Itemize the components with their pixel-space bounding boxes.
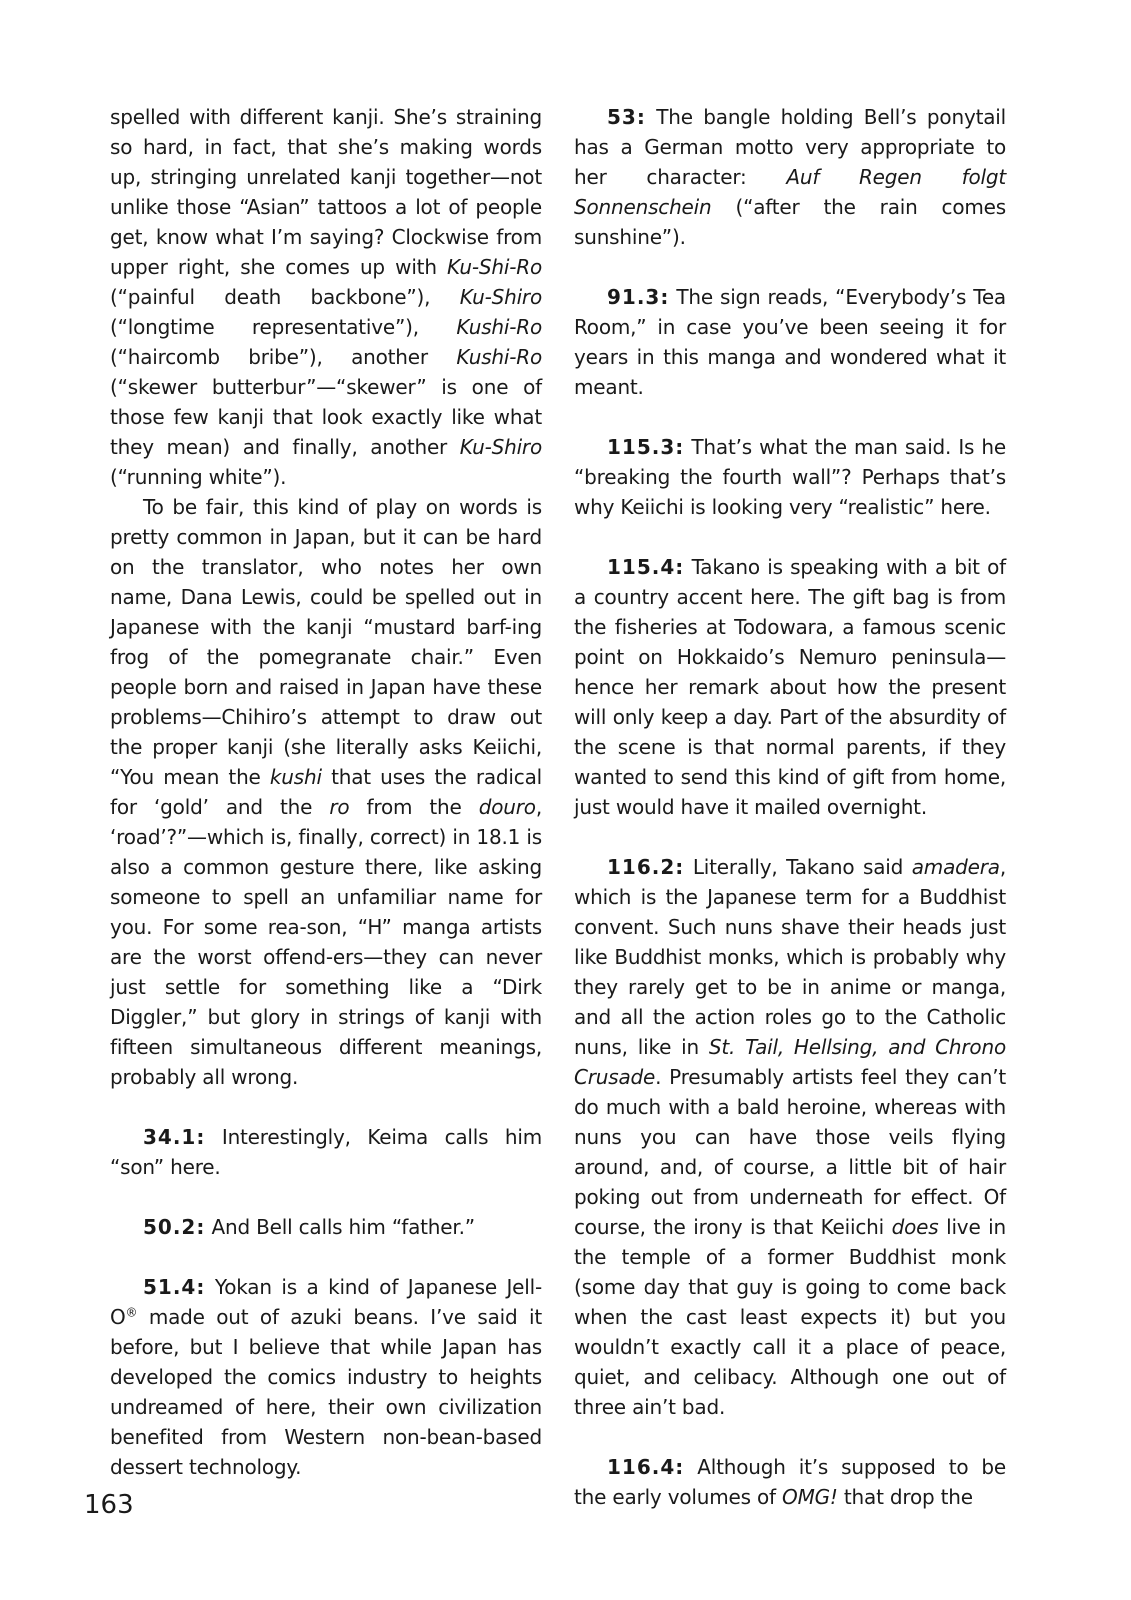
note-reference: 116.2: — [607, 855, 685, 879]
note-reference: 116.4: — [607, 1455, 685, 1479]
note-91-3: 91.3: The sign reads, “Everybody’s Tea Room,” in case you’ve been seeing it for years in this manga and wondered what it meant. — [574, 285, 1006, 399]
note-115-4: 115.4: Takano is speaking with a bit of a country accent here. The gift bag is from the fisheries at Todowara, a famous scenic point on Hokkaido’s Nemuro peninsula—hence her remark about how the present will only keep a day. Part of the absurdity of the scene is that normal parents, if they wanted to send this kind of gift from home, just would have it mailed overnight. — [574, 555, 1006, 819]
note-50-2: 50.2: And Bell calls him “father.” — [143, 1215, 475, 1239]
note-reference: 115.3: — [607, 435, 685, 459]
note-116-4: 116.4: Although it’s supposed to be the early volumes of OMG! that drop the — [574, 1455, 1006, 1509]
note-reference: 34.1: — [143, 1125, 206, 1149]
note-reference: 115.4: — [607, 555, 685, 579]
note-reference: 50.2: — [143, 1215, 206, 1239]
note-reference: 51.4: — [143, 1275, 206, 1299]
right-column — [574, 102, 1006, 1512]
paragraph-wordplay: To be fair, this kind of play on words is pretty common in Japan, but it can be hard on the translator, who notes her own name, Dana Lewis, could be spelled out in Japanese with the kanji “mustard barf-ing frog of the pomegranate chair.” Even people born and raised in Japan have these problems—Chihiro’s attempt to draw out the proper kanji (she literally asks Keiichi, “You mean the kushi that uses the radical for ‘gold’ and the ro from the douro, ‘road’?”—which is, finally, correct) in 18.1 is also a common gesture there, like asking someone to spell an unfamiliar name for you. For some rea-son, “H” manga artists are the worst offend-ers—they can never just settle for something like a “Dirk Diggler,” but glory in strings of kanji with fifteen simultaneous different meanings, probably all wrong. — [110, 495, 542, 1089]
note-34-1: 34.1: Interestingly, Keima calls him “son” here. — [110, 1125, 542, 1179]
note-reference: 53: — [607, 105, 646, 129]
page-number: 163 — [84, 1490, 134, 1520]
paragraph-kanji-names: spelled with different kanji. She’s straining so hard, in fact, that she’s making words up, stringing unrelated kanji together—not unlike those “Asian” tattoos a lot of people get, know what I’m saying? Clockwise from upper right, she comes up with Ku-Shi-Ro (“painful death backbone”), Ku-Shiro (“longtime representative”), Kushi-Ro (“haircomb bribe”), another Kushi-Ro (“skewer butterbur”—“skewer” is one of those few kanji that look exactly like what they mean) and finally, another Ku-Shiro (“running white”). — [110, 105, 542, 489]
left-column — [110, 102, 542, 1482]
note-116-2: 116.2: Literally, Takano said amadera, which is the Japanese term for a Buddhist convent. Such nuns shave their heads just like Buddhist monks, which is probably why they rarely get to be in anime or manga, and all the action roles go to the Catholic nuns, like in St. Tail, Hellsing, and Chrono Crusade. Presumably artists feel they can’t do much with a bald heroine, whereas with nuns you can have those veils flying around, and, of course, a little bit of hair poking out from underneath for effect. Of course, the irony is that Keiichi does live in the temple of a former Buddhist monk (some day that guy is going to come back when the cast least expects it) but you wouldn’t exactly call it a place of peace, quiet, and celibacy. Although one out of three ain’t bad. — [574, 855, 1006, 1419]
note-115-3: 115.3: That’s what the man said. Is he “breaking the fourth wall”? Perhaps that’s why Keiichi is looking very “realistic” here. — [574, 435, 1006, 519]
registered-mark: ® — [125, 1305, 138, 1320]
note-reference: 91.3: — [607, 285, 670, 309]
note-51-4: 51.4: Yokan is a kind of Japanese Jell-O® made out of azuki beans. I’ve said it before, but I believe that while Japan has developed the comics industry to heights undreamed of here, their own civilization benefited from Western non-bean-based dessert technology. — [110, 1275, 542, 1479]
note-53: 53: The bangle holding Bell’s ponytail has a German motto very appropriate to her character: Auf Regen folgt Sonnenschein (“after the rain comes sunshine”). — [574, 105, 1006, 249]
